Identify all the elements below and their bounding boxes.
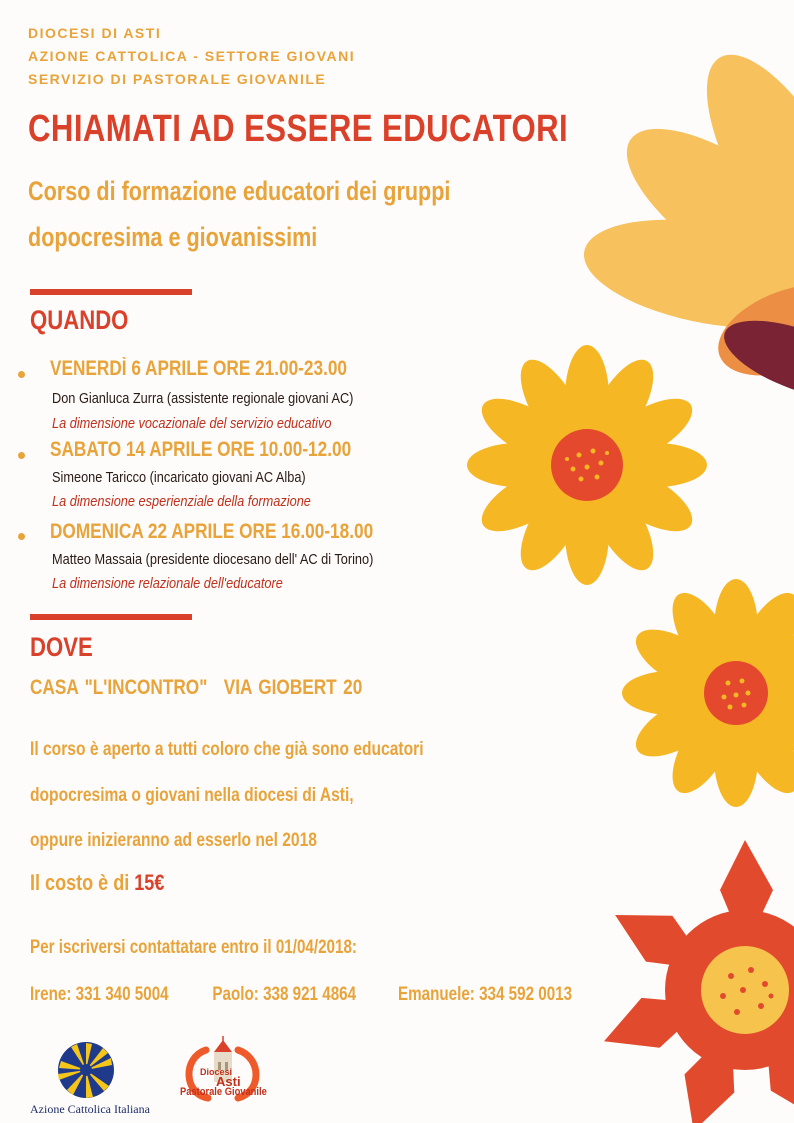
info-line: Il corso è aperto a tutti coloro che già sono educatori xyxy=(30,738,424,760)
subtitle-line1: Corso di formazione educatori dei gruppi xyxy=(28,176,451,206)
venue xyxy=(30,676,362,700)
info-line: oppure inizieranno ad esserlo nel 2018 xyxy=(30,829,317,851)
contact-irene: Irene: 331 340 5004 xyxy=(30,984,169,1005)
event-speaker: Simeone Taricco (incaricato giovani AC Alba) xyxy=(52,470,306,486)
cost-price: 15€ xyxy=(134,870,165,895)
contacts xyxy=(30,984,572,1006)
info-line: dopocresima o giovani nella diocesi di Asti, xyxy=(30,784,354,806)
header-azione-cattolica: AZIONE CATTOLICA - SETTORE GIOVANI xyxy=(28,48,356,64)
bottom-flower xyxy=(594,840,794,1123)
event-date: DOMENICA 22 APRILE ORE 16.00-18.00 xyxy=(50,520,374,543)
registration-intro: Per iscriversi contattatare entro il 01/04/2018: xyxy=(30,937,357,958)
event-speaker: Don Gianluca Zurra (assistente regionale giovani AC) xyxy=(52,391,354,407)
pastorale-giovanile-city: Asti xyxy=(216,1074,241,1089)
venue-place: CASA "L'INCONTRO" xyxy=(30,676,208,699)
header-diocese: DIOCESI DI ASTI xyxy=(28,25,162,41)
section-heading-quando: QUANDO xyxy=(30,305,129,335)
event-date: VENERDÌ 6 APRILE ORE 21.00-23.00 xyxy=(50,357,348,380)
azione-cattolica-label: Azione Cattolica Italiana xyxy=(30,1102,150,1116)
bullet-icon xyxy=(18,371,25,378)
venue-address: VIA GIOBERT 20 xyxy=(223,676,363,699)
event-date: SABATO 14 APRILE ORE 10.00-12.00 xyxy=(50,438,352,461)
contact-emanuele: Emanuele: 334 592 0013 xyxy=(398,984,573,1005)
pastorale-giovanile-small: Diocesi xyxy=(200,1067,233,1077)
pastorale-giovanile-label: Pastorale Giovanile xyxy=(180,1086,267,1098)
top-right-flower xyxy=(576,17,794,416)
subtitle-line2: dopocresima e giovanissimi xyxy=(28,222,318,252)
event-speaker: Matteo Massaia (presidente diocesano dell' AC di Torino) xyxy=(52,552,374,568)
contact-paolo: Paolo: 338 921 4864 xyxy=(212,984,357,1005)
header-servizio: SERVIZIO DI PASTORALE GIOVANILE xyxy=(28,71,327,87)
event-topic: La dimensione esperienziale della formazione xyxy=(52,494,311,510)
middle-flower xyxy=(467,345,707,585)
section-heading-dove: DOVE xyxy=(30,632,93,662)
azione-cattolica-logo xyxy=(55,1040,117,1100)
divider xyxy=(30,614,192,620)
divider xyxy=(30,289,192,295)
page-title: CHIAMATI AD ESSERE EDUCATORI xyxy=(28,108,569,150)
bullet-icon xyxy=(18,533,25,540)
event-topic: La dimensione relazionale dell'educatore xyxy=(52,576,283,592)
right-flower xyxy=(622,579,794,807)
cost-label: Il costo è di xyxy=(30,870,135,895)
event-topic: La dimensione vocazionale del servizio educativo xyxy=(52,416,332,432)
cost xyxy=(30,870,164,896)
bullet-icon xyxy=(18,452,25,459)
